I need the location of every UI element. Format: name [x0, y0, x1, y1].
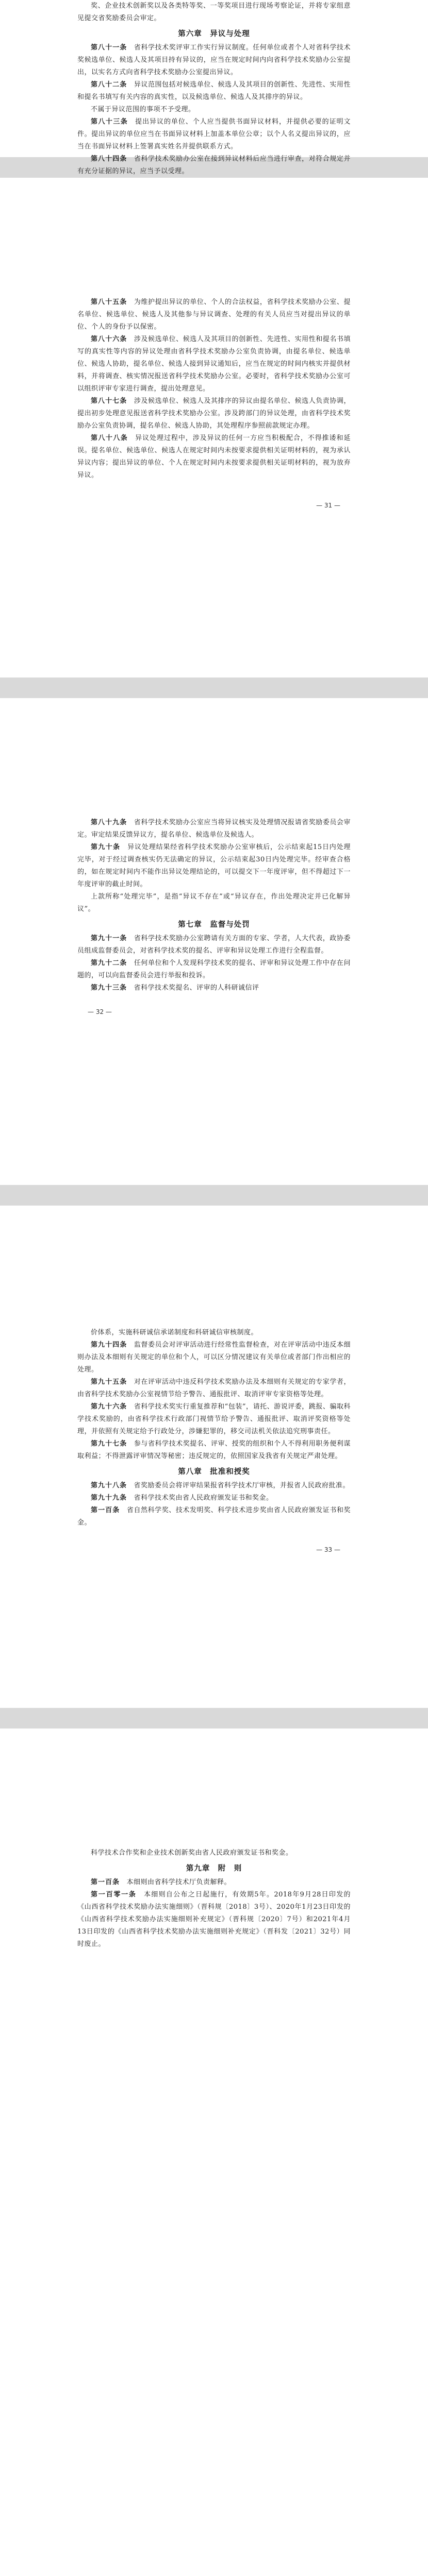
paragraph — [77, 1438, 351, 1463]
paragraph-text: 对在评审活动中违反科学技术奖励办法及本细则有关规定的专家学者，由省科学技术奖励办公室视情节给予警告、通报批评、取消评审专家资格等处理。 — [77, 1378, 351, 1398]
article-number: 第九十九条 — [91, 1494, 127, 1502]
paragraph-text: 奖、企业技术创新奖以及各类特等奖、一等奖项目进行现场考察论证，并将专家组意见提交省奖励委员会审定。 — [77, 2, 351, 22]
paragraph — [77, 1339, 351, 1376]
paragraph-text: 参与省科学技术奖提名、评审、授奖的组织和个人不得利用职务便利谋取利益；不得泄露评审情况等秘密；违反规定的，依照国家及我省有关规定严肃处理。 — [77, 1440, 351, 1460]
article-number: 第九十四条 — [91, 1341, 127, 1349]
paragraph — [77, 891, 351, 916]
paragraph-text: 涉及候选单位、候选人及其排序的异议由提名单位、候选人负责协调，提出初步处理意见报送省科学技术奖励办公室。涉及跨部门的异议处理，由省科学技术奖励办公室负责协调，提名单位、候选人协助，其处理程序参照前款规定办理。 — [77, 397, 351, 430]
paragraph-text: 省奖励委员会将评审结果报省科学技术厅审核，并报省人民政府批准。 — [134, 1482, 350, 1489]
document-page — [0, 698, 428, 1185]
article-number: 第八十五条 — [91, 298, 127, 306]
paragraph-text: 省科学技术奖由省人民政府颁发证书和奖金。 — [134, 1494, 273, 1502]
chapter-heading: 第八章 批准和授奖 — [178, 1468, 250, 1476]
paragraph-text: 提出异议的单位、个人应当提供书面异议材料，并提供必要的证明文件。提出异议的单位应当在书面异议材料上加盖本单位公章；以个人名义提出异议的，应当在书面异议材料上签署真实姓名并提供联系方式。 — [77, 118, 351, 150]
article-number: 第八十七条 — [91, 397, 127, 405]
article-number: 第八十二条 — [91, 81, 127, 89]
paragraph — [77, 79, 351, 104]
page-number: — 32 — — [88, 1008, 112, 1015]
article-number: 第八十九条 — [91, 819, 127, 826]
article-number: 第九十五条 — [91, 1378, 127, 1386]
paragraph-text: 异议处理过程中，涉及异议的任何一方应当积极配合，不得推诿和延误。提名单位、候选单位、候选人在规定时间内未按要求提供相关证明材料的，视为承认异议内容；提出异议的单位、个人在规定时间内未按要求提供相关证明材料的，视为放弃异议。 — [77, 434, 351, 479]
paragraph — [77, 432, 351, 482]
paragraph-text: 上款所称“处理完毕”，是指“异议不存在”或“异议存在，作出处理决定并已化解异议”。 — [77, 893, 351, 913]
paragraph-text: 省科学技术奖实行重复推荐和“包装”，请托、游说评委，跳报、骗取科学技术奖励的，由省科学技术行政部门视情节给予警告、通报批评、取消评奖资格等处理，并依照有关规定给予行政处分，涉嫌犯罪的，移交司法机关依法追究刑事责任。 — [77, 1403, 351, 1435]
article-number: 第一百条 — [91, 1506, 120, 1514]
chapter-heading: 第六章 异议与处理 — [178, 30, 250, 38]
page-number: — 33 — — [316, 1546, 340, 1553]
article-number: 第九十条 — [91, 843, 121, 851]
paragraph — [77, 817, 351, 841]
paragraph-text: 本细则自公布之日起施行，有效期5年。2018年9月28日印发的《山西省科学技术奖励办法实施细则》（晋科规〔2018〕3号）、2020年1月23日印发的《山西省科学技术奖励办法实施细则补充规定》（晋科规〔2020〕7号）和2021年4月13日印发的《山西省科学技术奖励办法实施细则补充规定》（晋科发〔2021〕32号）同时废止。 — [77, 1891, 351, 1948]
paragraph-text: 异议范围包括对候选单位、候选人及其项目的创新性、先进性、实用性和提名书填写有关内容的真实性，以及候选单位、候选人及其排序的异议。 — [77, 81, 351, 101]
paragraph — [77, 395, 351, 432]
paragraph — [77, 333, 351, 395]
paragraph-text: 省科学技术奖励办公室应当将异议核实及处理情况报请省奖励委员会审定。审定结果反馈异议方，提名单位、候选单位及候选人。 — [77, 819, 351, 839]
article-number: 第九十二条 — [91, 959, 127, 967]
paragraph — [77, 1376, 351, 1401]
paragraph-text: 监督委员会对评审活动进行经常性监督检查，对在评审活动中违反本细则办法及本细则有关规定的单位和个人，可以区分情况建议有关单位或者部门作出相应的处理。 — [77, 1341, 351, 1374]
paragraph — [77, 841, 351, 891]
paragraph — [77, 42, 351, 79]
paragraph-text: 任何单位和个人发现科学技术奖的提名、评审和异议处理工作中存在问题的，可以向监督委员会进行举报和投诉。 — [77, 959, 351, 979]
paragraph — [77, 0, 351, 25]
paragraph-text: 科学技术合作奖和企业技术创新奖由省人民政府颁发证书和奖金。 — [91, 1849, 293, 1857]
article-number: 第八十三条 — [91, 118, 128, 126]
article-number: 第八十八条 — [91, 434, 128, 442]
paragraph — [77, 1847, 351, 1859]
paragraph-text: 省科学技术奖励办公室聘请有关方面的专家、学者，人大代表，政协委员组成监督委员会，对省科学技术奖的提名、评审和异议处理工作进行全程监督。 — [77, 935, 351, 955]
article-number: 第一百零一条 — [91, 1891, 137, 1899]
article-number: 第八十四条 — [91, 155, 127, 163]
page-number: — 31 — — [316, 502, 340, 509]
article-number: 第九十七条 — [91, 1440, 127, 1448]
paragraph-text: 价体系，实施科研诚信承诺制度和科研诚信审核制度。 — [91, 1329, 258, 1336]
paragraph — [77, 1504, 351, 1529]
document-page — [0, 178, 428, 677]
paragraph-text: 省自然科学奖、技术发明奖、科学技术进步奖由省人民政府颁发证书和奖金。 — [77, 1506, 351, 1527]
paragraph — [77, 957, 351, 982]
paragraph-text: 省科学技术奖评审工作实行异议制度。任何单位或者个人对省科学技术奖候选单位、候选人及其项目持有异议的，应当在规定时间内向省科学技术奖励办公室提出，以实名方式向省科学技术奖励办公室提出异议。 — [77, 44, 351, 76]
paragraph — [77, 104, 351, 116]
paragraph-text: 异议处理结果经省科学技术奖励办公室审核后，公示结束起15日内处理完毕，对于经过调查核实仍无法确定的异议，公示结束起30日内处理完毕。经审查合格的，如在规定时间内不能作出异议处理结论的，可以提交下一年度评审，但不得超过下一年度评审的截止时间。 — [77, 843, 351, 888]
paragraph-text: 本细则由省科学技术厅负责解释。 — [126, 1878, 232, 1886]
document-page — [0, 1728, 428, 2576]
paragraph — [77, 116, 351, 153]
paragraph — [77, 1876, 351, 1889]
paragraph — [77, 296, 351, 333]
paragraph — [77, 982, 351, 994]
paragraph — [77, 153, 351, 178]
chapter-heading: 第七章 监督与处罚 — [178, 921, 250, 929]
article-number: 第八十六条 — [91, 335, 127, 343]
document-page — [0, 1206, 428, 1708]
paragraph-text: 省科学技术奖提名、评审的人科研诚信评 — [134, 984, 259, 992]
paragraph — [77, 1889, 351, 1951]
chapter-heading: 第九章 附 则 — [186, 1865, 242, 1873]
paragraph — [77, 1401, 351, 1438]
article-number: 第一百条 — [91, 1878, 120, 1886]
paragraph — [77, 1327, 351, 1339]
paragraph — [77, 1480, 351, 1492]
article-number: 第八十一条 — [91, 44, 127, 52]
paragraph — [77, 1492, 351, 1504]
paragraph-text: 不属于异议范围的事项不予受理。 — [91, 106, 195, 113]
document-page — [0, 0, 428, 175]
article-number: 第九十一条 — [91, 935, 127, 942]
article-number: 第九十八条 — [91, 1482, 127, 1489]
paragraph-text: 为维护提出异议的单位、个人的合法权益，省科学技术奖励办公室、提名单位、候选单位、候选人及其他参与异议调查、处理的有关人员应当对提出异议的单位、个人的身份予以保密。 — [77, 298, 351, 331]
article-number: 第九十三条 — [91, 984, 127, 992]
paragraph-text: 省科学技术奖励办公室在接到异议材料后应当进行审查，对符合规定并有充分证据的异议，应当予以受理。 — [77, 155, 351, 175]
paragraph — [77, 933, 351, 957]
article-number: 第九十六条 — [91, 1403, 127, 1411]
paragraph-text: 涉及候选单位、候选人及其项目的创新性、先进性、实用性和提名书填写的真实性等内容的异议处理由省科学技术奖励办公室负责协调，由提名单位、候选单位、候选人协助，提名单位、候选人接到异议通知后，应当在规定的时间内核实并提供材料，并将调查、核实情况报送省科学技术奖励办公室。必要时，省科学技术奖励办公室可以组织评审专家进行调查，提出处理意见。 — [77, 335, 351, 393]
